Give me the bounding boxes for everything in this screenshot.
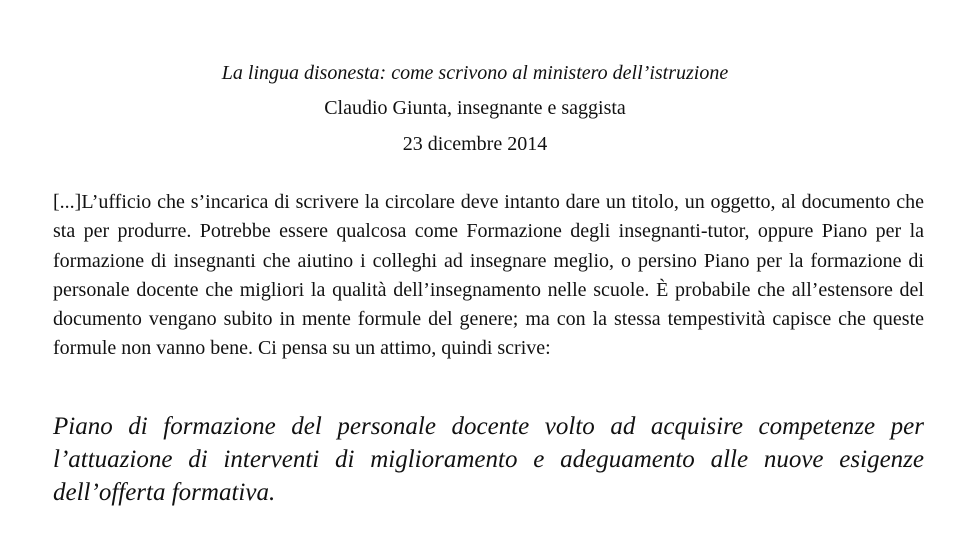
- quoted-title: Piano di formazione del personale docente volto ad acquisire competenze per l’attuazione di interventi di miglioramento e adeguamento alle nuove esigenze dell’offerta formativa.: [53, 413, 924, 506]
- document-title: La lingua disonesta: come scrivono al ministero dell’istruzione: [221, 62, 729, 84]
- document-author: Claudio Giunta, insegnante e saggista: [324, 97, 626, 119]
- document-date: 23 dicembre 2014: [402, 133, 548, 155]
- body-paragraph: [...]L’ufficio che s’incarica di scrivere la circolare deve intanto dare un titolo, un oggetto, al documento che sta per produrre. Potrebbe essere qualcosa come Formazione degli insegnanti-tutor, oppure Piano per la formazione di insegnanti che aiutino i colleghi ad insegnare meglio, o persino Piano per la formazione di personale docente che migliori la qualità dell’insegnamento nelle scuole. È probabile che all’estensore del documento vengano subito in mente formule del genere; ma con la stessa tempestività capisce che queste formule non vanno bene. Ci pensa su un attimo, quindi scrive:: [53, 191, 924, 360]
